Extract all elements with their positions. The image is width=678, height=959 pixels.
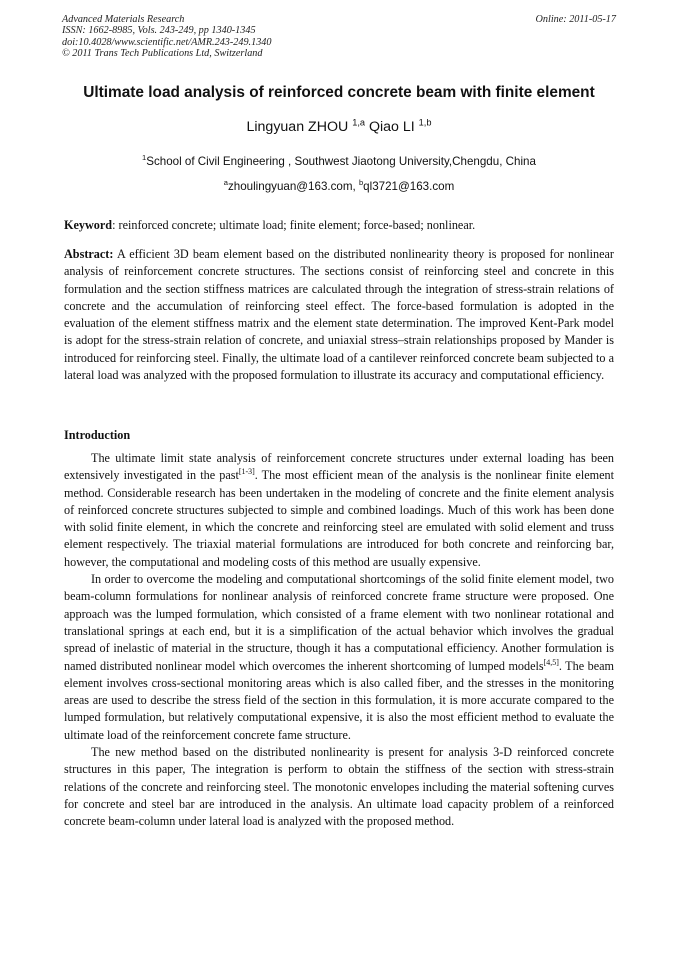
affiliation-superscript: 1 [142,153,147,163]
email-address[interactable]: ql3721@163.com [363,180,455,193]
paragraph [64,450,614,571]
paragraph-text: The ultimate limit state analysis of reinforcement concrete structures under external loading has been extensively investigated in the past [64,451,614,483]
paragraph-text: In order to overcome the modeling and computational shortcomings of the solid finite element model, two beam-column formulations for nonlinear analysis of reinforced concrete frame structure were proposed. One approach was the lumped formulation, which consisted of a frame element with two nonlinear rotational and translational springs at each end, but it is a simplification of the actual behavior which involves the gradual spread of inelastic of material in the structure, though it has a computational efficiency. Another formulation is named distributed nonlinear model which overcomes the inherent shortcoming of lumped models [64,572,614,673]
publication-info [62,14,616,60]
paragraph-text: . The beam element involves cross-sectional monitoring areas which is also called fiber, and the stresses in the monitoring areas are used to describe the stress field of the section in this formulation, it is more accurate compared to the lumped formulation, but relatively computational expensive, it is also the most efficient method to evaluate the ultimate load of the reinforcement concrete fame structure. [64,658,614,742]
email-superscript: a [223,178,228,188]
online-date: Online: 2011-05-17 [535,14,616,25]
keyword-text: : reinforced concrete; ultimate load; finite element; force-based; nonlinear. [112,218,476,232]
author-superscript: 1,b [418,117,432,128]
citation: [1-3] [238,467,255,477]
author-name: Lingyuan ZHOU [246,119,349,135]
keyword-label: Keyword [64,218,113,232]
email-line [0,180,678,193]
author-superscript: 1,a [352,117,366,128]
paper-title: Ultimate load analysis of reinforced concrete beam with finite element [83,84,595,101]
author-line [0,119,678,135]
copyright: © 2011 Trans Tech Publications Ltd, Switzerland [62,48,263,60]
section-heading: Introduction [64,428,131,442]
keywords [64,217,614,234]
paragraph-text: . The most efficient mean of the analysis is the nonlinear finite element method. Considerable research has been undertaken in the modeling of concrete and the finite element analysis of reinforced concrete structures subjected to simple and combined loadings. Much of this work has been done with solid finite element, in which the concrete and reinforcing steel are emulated with solid element and truss element respectively. The triaxial material formulations are introduced for both concrete and reinforcing bar, however, the computational and modeling costs of this method are usually expensive. [64,468,615,569]
citation: [4,5] [543,657,559,667]
abstract [64,246,614,384]
page-header [62,14,616,60]
affiliation-text: School of Civil Engineering , Southwest Jiaotong University,Chengdu, China [146,155,536,168]
doi[interactable]: doi:10.4028/www.scientific.net/AMR.243-249.1340 [62,36,272,48]
issn: ISSN: 1662-8985, Vols. 243-249, pp 1340-1345 [62,25,256,37]
abstract-label: Abstract: [64,247,114,261]
introduction-body [64,450,614,831]
affiliation [0,155,678,168]
paragraph [64,571,614,744]
paragraph: The new method based on the distributed nonlinearity is present for analysis 3-D reinforced concrete structures in this paper, The integration is perform to obtain the stiffness of the section with stress-strain relations of the concrete and reinforcing steel. The monotonic envelopes including the material softening curves for concrete and steel bar are introduced in the analysis. An ultimate load capacity problem of a reinforced concrete beam-column under lateral load is analyzed with the proposed method. [64,745,614,829]
journal-name: Advanced Materials Research [62,14,185,25]
email-address[interactable]: zhoulingyuan@163.com, [227,180,359,193]
abstract-text: A efficient 3D beam element based on the distributed nonlinearity theory is proposed for nonlinear analysis of reinforcement concrete structures. The sections consist of reinforcing steel and concrete in this formulation and the section stiffness matrices are calculated through the integration of stress-strain relations of concrete and the accumulation of reinforcing steel effect. The force-based formulation is adopted in the evaluation of the element stiffness matrix and the element state determination. The improved Kent-Park model is adopt for the stress-strain relation of concrete, and uniaxial stress–strain relationships proposed by Mander is introduced for reinforcing steel. Finally, the ultimate load of a cantilever reinforced concrete beam subjected to a lateral load was analyzed with the proposed formulation to illustrate its accuracy and computational efficiency. [64,247,614,383]
email-superscript: b [358,178,364,188]
author-name: Qiao LI [368,119,415,135]
